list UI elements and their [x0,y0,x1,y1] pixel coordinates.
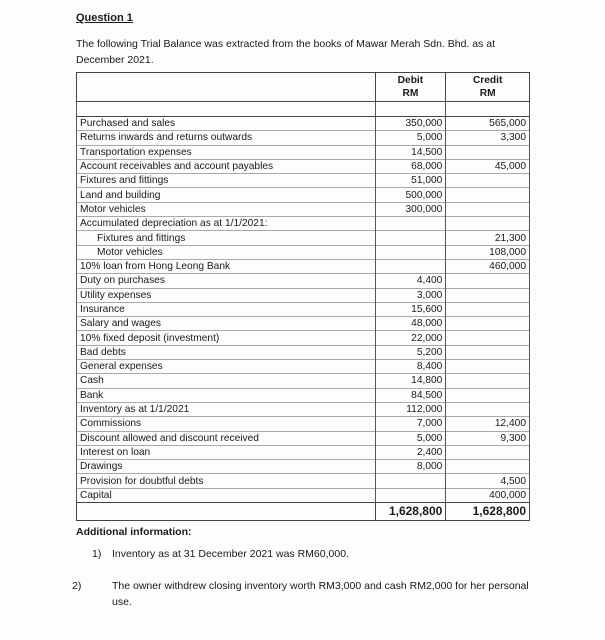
debit-cell: 84,500 [375,388,446,402]
credit-cell: 460,000 [446,259,530,273]
table-row [77,388,530,402]
debit-cell [375,488,446,502]
header-row [77,73,530,102]
debit-cell: 14,800 [375,374,446,388]
row-label: Inventory as at 1/1/2021 [77,402,376,416]
row-label: 10% fixed deposit (investment) [77,331,376,345]
credit-cell [446,374,530,388]
table-row [77,174,530,188]
table-row [77,402,530,416]
debit-cell: 51,000 [375,174,446,188]
question-title: Question 1 [76,12,133,24]
debit-cell: 5,000 [375,431,446,445]
credit-header: Credit RM [446,73,530,102]
credit-cell [446,460,530,474]
row-label: 10% loan from Hong Leong Bank [77,259,376,273]
table-row [77,374,530,388]
row-label: Provision for doubtful debts [77,474,376,488]
credit-cell [446,331,530,345]
debit-cell [375,245,446,259]
debit-cell: 112,000 [375,402,446,416]
debit-cell: 8,400 [375,360,446,374]
credit-cell [446,402,530,416]
additional-item: 1) Inventory as at 31 December 2021 was RM60,000. [92,548,349,560]
table-row [77,474,530,488]
table-row [77,331,530,345]
credit-cell [446,174,530,188]
table-row [77,345,530,359]
table-row [77,245,530,259]
credit-cell: 45,000 [446,159,530,173]
row-label: Duty on purchases [77,274,376,288]
table-row [77,274,530,288]
row-label: Accumulated depreciation as at 1/1/2021: [77,217,376,231]
credit-cell: 9,300 [446,431,530,445]
debit-cell [375,259,446,273]
credit-cell: 108,000 [446,245,530,259]
credit-cell [446,202,530,216]
debit-cell: 8,000 [375,460,446,474]
table-row [77,217,530,231]
debit-cell: 14,500 [375,145,446,159]
credit-total: 1,628,800 [446,503,530,521]
table-row [77,117,530,131]
credit-cell [446,317,530,331]
row-label: Capital [77,488,376,502]
table-row [77,417,530,431]
debit-cell [375,474,446,488]
debit-cell [375,217,446,231]
debit-header: Debit RM [375,73,446,102]
credit-cell: 4,500 [446,474,530,488]
row-label: Drawings [77,460,376,474]
table-row [77,460,530,474]
debit-cell: 7,000 [375,417,446,431]
table-row [77,231,530,245]
blank-row [77,102,530,117]
table-row [77,145,530,159]
credit-cell: 565,000 [446,117,530,131]
credit-cell: 400,000 [446,488,530,502]
credit-cell: 3,300 [446,131,530,145]
table-row [77,302,530,316]
credit-cell [446,145,530,159]
row-label: Interest on loan [77,445,376,459]
intro-text: The following Trial Balance was extracted from the books of Mawar Merah Sdn. Bhd. as at December 2021. [76,38,496,66]
credit-cell [446,388,530,402]
row-label: Returns inwards and returns outwards [77,131,376,145]
row-label: Bad debts [77,345,376,359]
additional-heading: Additional information: [76,526,192,538]
row-label: Fixtures and fittings [77,231,376,245]
credit-cell [446,360,530,374]
row-label: Account receivables and account payables [77,159,376,173]
row-label: Purchased and sales [77,117,376,131]
additional-item: 2) The owner withdrew closing inventory worth RM3,000 and cash RM2,000 for her personal use. [72,580,529,608]
credit-cell [446,345,530,359]
row-label: Fixtures and fittings [77,174,376,188]
debit-cell: 68,000 [375,159,446,173]
debit-total: 1,628,800 [375,503,446,521]
debit-cell [375,231,446,245]
debit-cell: 3,000 [375,288,446,302]
row-label: Motor vehicles [77,245,376,259]
table-row [77,131,530,145]
credit-cell: 12,400 [446,417,530,431]
debit-cell: 48,000 [375,317,446,331]
row-label: Cash [77,374,376,388]
debit-cell: 5,000 [375,131,446,145]
table-row [77,431,530,445]
credit-cell: 21,300 [446,231,530,245]
row-label: Motor vehicles [77,202,376,216]
row-label: Transportation expenses [77,145,376,159]
credit-cell [446,302,530,316]
row-label: Land and building [77,188,376,202]
credit-cell [446,445,530,459]
table-row [77,288,530,302]
row-label: Utility expenses [77,288,376,302]
totals-row [77,503,530,521]
table-row [77,360,530,374]
credit-cell [446,217,530,231]
table-row [77,188,530,202]
row-label: Bank [77,388,376,402]
debit-cell: 300,000 [375,202,446,216]
table-row [77,202,530,216]
credit-cell [446,288,530,302]
credit-cell [446,188,530,202]
trial-balance-table [76,72,530,521]
row-label: Salary and wages [77,317,376,331]
debit-cell: 4,400 [375,274,446,288]
row-label: Commissions [77,417,376,431]
row-label: General expenses [77,360,376,374]
table-row [77,445,530,459]
row-label: Insurance [77,302,376,316]
table-row [77,488,530,502]
debit-cell: 5,200 [375,345,446,359]
debit-cell: 22,000 [375,331,446,345]
table-row [77,317,530,331]
debit-cell: 350,000 [375,117,446,131]
debit-cell: 2,400 [375,445,446,459]
table-row [77,259,530,273]
row-label: Discount allowed and discount received [77,431,376,445]
table-row [77,159,530,173]
debit-cell: 500,000 [375,188,446,202]
debit-cell: 15,600 [375,302,446,316]
credit-cell [446,274,530,288]
